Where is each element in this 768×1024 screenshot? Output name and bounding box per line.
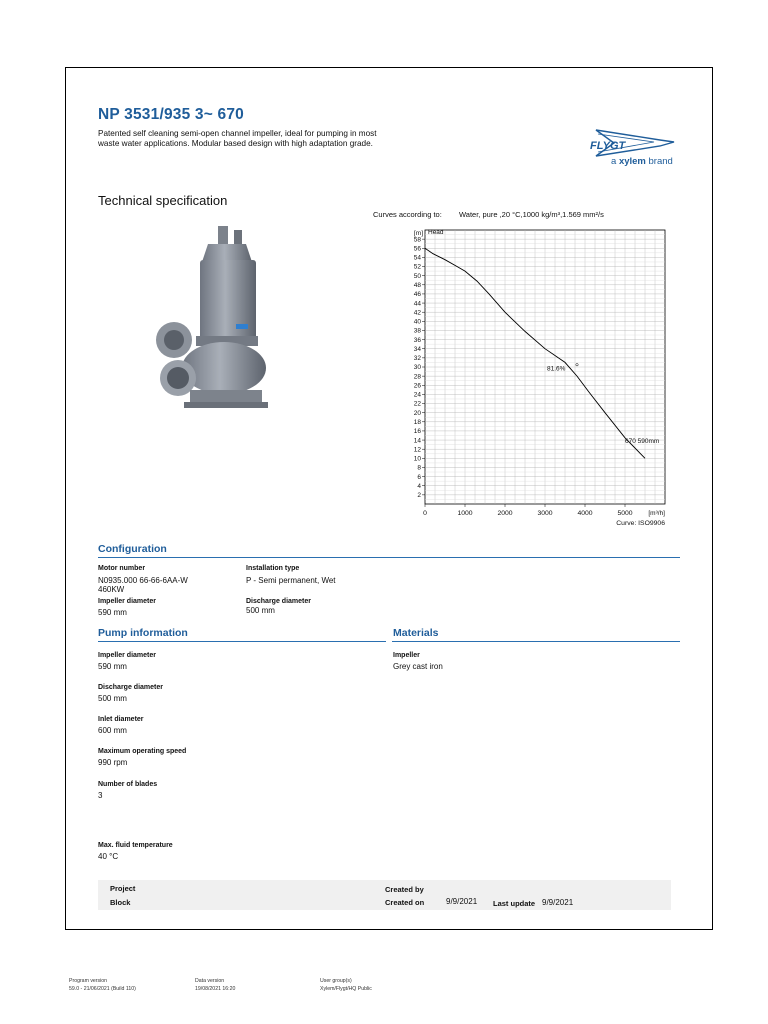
y-tick-label: 20 <box>413 409 421 417</box>
impeller-diameter-value: 590 mm <box>98 608 127 617</box>
y-tick-label: 24 <box>413 391 421 399</box>
info-label: Impeller diameter <box>98 652 156 659</box>
y-tick-label: 42 <box>413 309 421 317</box>
materials-impeller-label: Impeller <box>393 652 420 659</box>
program-version-value: 59.0 - 21/06/2021 (Build 110) <box>69 986 136 992</box>
materials-title: Materials <box>393 627 439 639</box>
pump-information-title: Pump information <box>98 627 188 639</box>
info-label: Inlet diameter <box>98 716 144 723</box>
motor-number-value: N0935.000 66-66-6AA-W <box>98 576 188 585</box>
x-unit-label: [m³/h] <box>648 510 665 517</box>
y-tick-label: 4 <box>417 482 421 490</box>
brand-name: xylem <box>618 156 646 167</box>
y-tick-label: 14 <box>413 437 421 445</box>
data-version-label: Data version <box>195 978 225 984</box>
y-tick-label: 8 <box>417 464 421 472</box>
materials-impeller-value: Grey cast iron <box>393 662 443 671</box>
y-tick-label: 16 <box>413 428 421 436</box>
last-update-value: 9/9/2021 <box>542 898 574 907</box>
y-tick-label: 12 <box>413 446 421 454</box>
brand-suffix: brand <box>645 156 673 167</box>
info-value: 40 °C <box>98 852 119 861</box>
created-on-label: Created on <box>385 898 425 907</box>
y-tick-label: 56 <box>413 245 421 253</box>
last-update-label: Last update <box>493 899 536 908</box>
y-tick-label: 2 <box>417 492 421 500</box>
y-tick-label: 38 <box>413 327 421 335</box>
y-tick-label: 18 <box>413 419 421 426</box>
x-tick-label: 2000 <box>497 510 513 517</box>
y-tick-label: 22 <box>413 400 421 408</box>
user-group-value: Xylem/Flygt/HQ Public <box>320 986 372 992</box>
x-tick-label: 0 <box>423 510 427 517</box>
y-tick-label: 28 <box>413 373 421 381</box>
curves-value: Water, pure ,20 °C,1000 kg/m³,1.569 mm²/s <box>459 210 604 219</box>
y-tick-label: 6 <box>417 473 421 481</box>
y-tick-label: 52 <box>413 263 421 271</box>
y-tick-label: 10 <box>413 455 421 463</box>
series-label: Head <box>428 229 444 236</box>
y-tick-label: 50 <box>413 272 421 280</box>
y-unit-label: [m] <box>413 230 423 237</box>
materials-divider <box>392 641 680 642</box>
y-tick-label: 44 <box>413 300 421 308</box>
project-label: Project <box>110 884 136 893</box>
discharge-diameter-value: 500 mm <box>246 606 275 615</box>
installation-type-value: P - Semi permanent, Wet <box>246 576 336 585</box>
discharge-diameter-label: Discharge diameter <box>246 598 311 605</box>
curve-annotation: 670 590mm <box>625 438 660 446</box>
impeller-diameter-label: Impeller diameter <box>98 598 156 605</box>
info-label: Maximum operating speed <box>98 748 187 755</box>
y-tick-label: 26 <box>413 382 421 390</box>
motor-power-value: 460KW <box>98 585 125 594</box>
curves-label: Curves according to: <box>373 210 442 219</box>
page-title: NP 3531/935 3~ 670 <box>98 106 244 123</box>
info-label: Discharge diameter <box>98 684 163 691</box>
info-label: Number of blades <box>98 781 158 788</box>
y-tick-label: 34 <box>413 345 421 353</box>
x-tick-label: 5000 <box>617 510 633 517</box>
technical-spec-heading: Technical specification <box>98 193 228 208</box>
x-tick-label: 4000 <box>577 510 593 517</box>
pump-information-divider <box>98 641 386 642</box>
user-group-label: User group(s) <box>320 978 352 984</box>
logo-text: FLYGT <box>590 140 626 152</box>
created-by-label: Created by <box>385 885 424 894</box>
motor-number-label: Motor number <box>98 565 146 572</box>
created-on-value: 9/9/2021 <box>446 897 478 906</box>
configuration-title: Configuration <box>98 543 167 555</box>
info-label: Max. fluid temperature <box>98 842 173 849</box>
pump-curve-chart <box>400 222 680 532</box>
y-tick-label: 58 <box>413 236 421 244</box>
y-tick-label: 30 <box>413 364 421 372</box>
info-value: 500 mm <box>98 694 127 703</box>
info-value: 600 mm <box>98 726 127 735</box>
block-label: Block <box>110 898 131 907</box>
info-value: 990 rpm <box>98 758 128 767</box>
data-version-value: 19/08/2021 16:20 <box>195 986 236 992</box>
brand-tagline <box>611 156 673 167</box>
y-tick-label: 54 <box>413 254 421 262</box>
curve-annotation: 81.6% <box>547 365 566 373</box>
y-tick-label: 46 <box>413 291 421 299</box>
info-value: 590 mm <box>98 662 127 671</box>
x-tick-label: 1000 <box>457 510 473 517</box>
installation-type-label: Installation type <box>246 565 300 572</box>
y-tick-label: 48 <box>413 282 421 289</box>
y-tick-label: 40 <box>413 318 421 326</box>
curve-standard-note: Curve: ISO9906 <box>616 520 665 527</box>
program-version-label: Program version <box>69 978 108 984</box>
product-description: Patented self cleaning semi-open channel impeller, ideal for pumping in most waste water applications. Modular based design with high adaptation grade. <box>98 129 377 148</box>
x-tick-label: 3000 <box>537 510 553 517</box>
y-tick-label: 36 <box>413 336 421 344</box>
y-tick-label: 32 <box>413 355 421 363</box>
pump-image <box>150 222 274 412</box>
info-value: 3 <box>98 791 103 800</box>
brand-prefix: a <box>611 156 619 167</box>
configuration-divider <box>98 557 680 558</box>
